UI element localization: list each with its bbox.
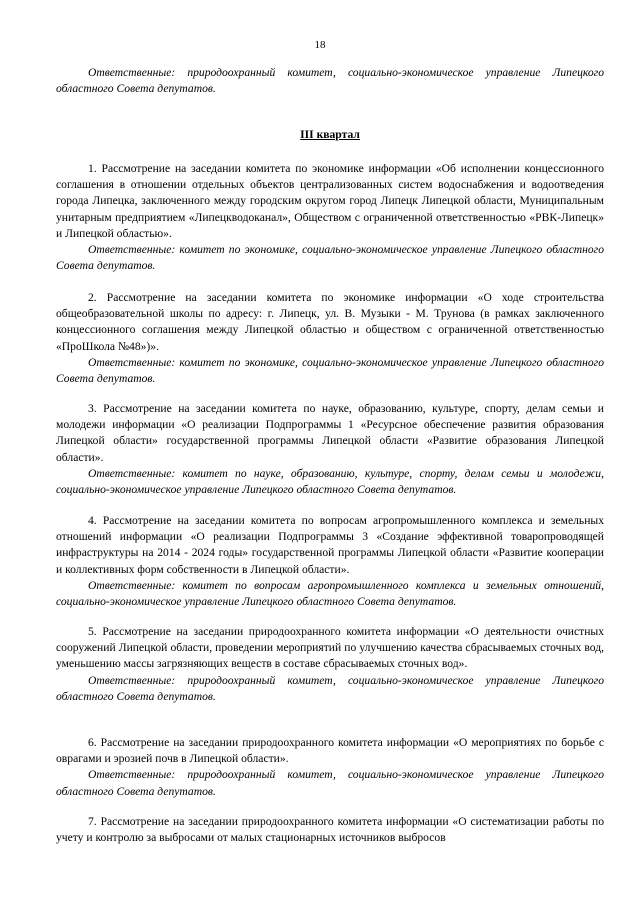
section-title: III квартал: [300, 128, 360, 141]
item-7: [56, 814, 604, 846]
item-2-text: 2. Рассмотрение на заседании комитета по экономике информации «О ходе строительства общеобразовательной школы по адресу: г. Липецк, ул. В. Музыки - М. Трунова (в рамках заключенного концессионного соглашения между Липецкой областью и обществом с ограниченной ответственностью «ПроШкола №48»)».: [56, 291, 604, 353]
item-1-responsible: Ответственные: комитет по экономике, социально-экономическое управление Липецкого областного Совета депутатов.: [56, 243, 604, 273]
item-4: [56, 513, 604, 610]
item-6-text: 6. Рассмотрение на заседании природоохранного комитета информации «О мероприятиях по борьбе с оврагами и эрозией почв в Липецкой области».: [56, 736, 604, 766]
top-responsible: Ответственные: природоохранный комитет, социально-экономическое управление Липецкого областного Совета депутатов.: [56, 66, 604, 96]
page-number: 18: [314, 39, 326, 51]
item-6: [56, 735, 604, 800]
item-3-responsible: Ответственные: комитет по науке, образованию, культуре, спорту, делам семьи и молодежи, социально-экономическое управление Липецкого областного Совета депутатов.: [56, 466, 604, 497]
top-responsible-block: [56, 65, 604, 97]
item-6-responsible: Ответственные: природоохранный комитет, социально-экономическое управление Липецкого областного Совета депутатов.: [56, 768, 604, 798]
item-2-responsible: Ответственные: комитет по экономике, социально-экономическое управление Липецкого областного Совета депутатов.: [56, 355, 604, 386]
item-1-text: 1. Рассмотрение на заседании комитета по экономике информации «Об исполнении концессионного соглашения в отношении отдельных объектов централизованных систем водоснабжения и водоотведения города Липецка, заключенного между городским округом город Липецк Липецкой области, Муниципальным унитарным предприятием «Липецкводоканал», Обществом с ограниченной ответственностью «РВК-Липецк» и Липецкой областью».: [56, 162, 604, 240]
item-3-text: 3. Рассмотрение на заседании комитета по науке, образованию, культуре, спорту, делам семьи и молодежи информации «О реализации Подпрограммы 1 «Ресурсное обеспечение развития образования Липецкой области» государственной программы Липецкой области «Развитие образования Липецкой области».: [56, 402, 604, 464]
item-3: [56, 401, 604, 498]
item-5: [56, 624, 604, 705]
item-2: [56, 290, 604, 387]
item-5-text: 5. Рассмотрение на заседании природоохранного комитета информации «О деятельности очистных сооружений Липецкой области, проведении мероприятий по улучшению качества сбрасываемых сточных вод, уменьшению массы загрязняющих веществ в составе сбрасываемых сточных вод».: [56, 625, 604, 671]
item-4-responsible: Ответственные: комитет по вопросам агропромышленного комплекса и земельных отношений, социально-экономическое управление Липецкого областного Совета депутатов.: [56, 578, 604, 609]
item-5-responsible: Ответственные: природоохранный комитет, социально-экономическое управление Липецкого областного Совета депутатов.: [56, 673, 604, 703]
item-7-text: 7. Рассмотрение на заседании природоохранного комитета информации «О систематизации работы по учету и контролю за выбросами от малых стационарных источников выбросов: [56, 815, 604, 845]
item-1: [56, 161, 604, 274]
item-4-text: 4. Рассмотрение на заседании комитета по вопросам агропромышленного комплекса и земельных отношений информации «О реализации Подпрограммы 3 «Создание эффективной товаропроводящей инфраструктуры на 2014 - 2024 годы» государственной программы Липецкой области «Развитие кооперации и коллективных форм собственности в Липецкой области».: [56, 514, 604, 576]
section-heading-block: [56, 127, 604, 143]
